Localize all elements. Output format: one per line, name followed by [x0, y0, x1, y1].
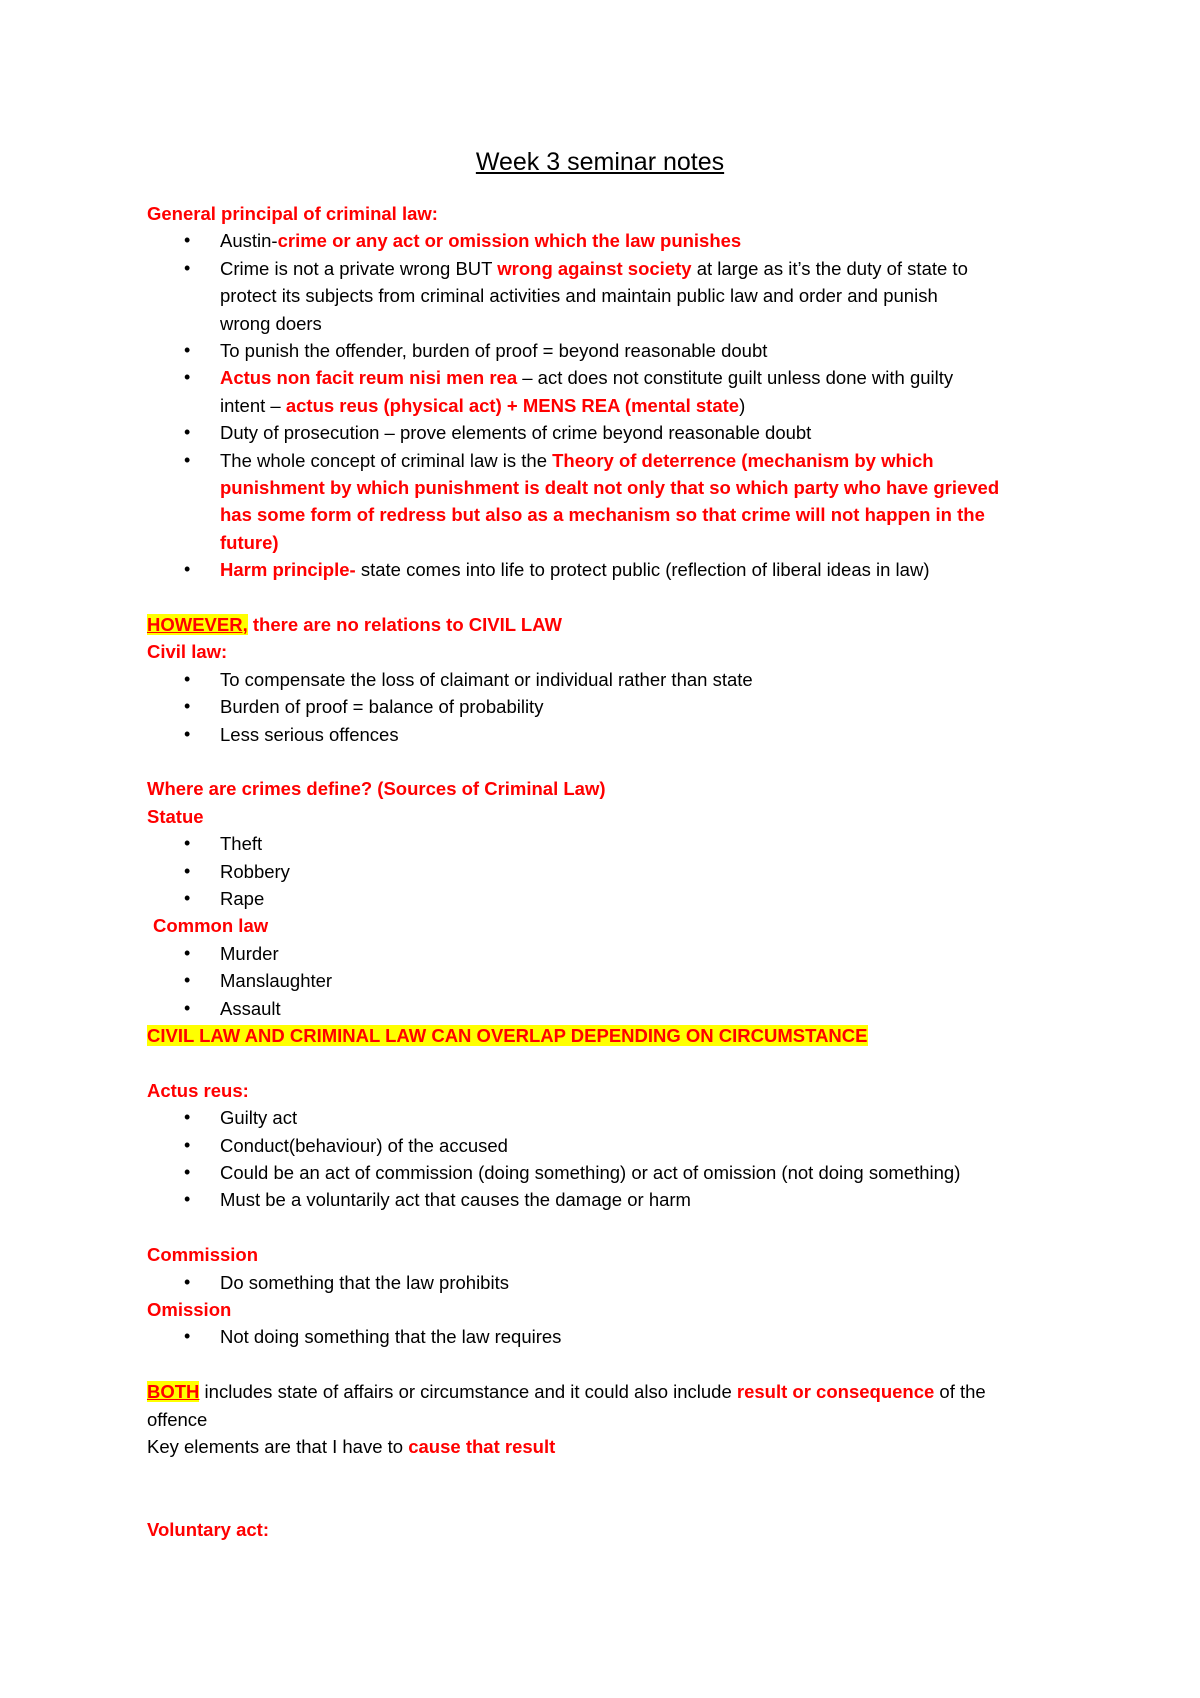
bullet-icon: •: [184, 1134, 191, 1155]
both-line: BOTH includes state of affairs or circumstance and it could also include result or consequence of the: [147, 1381, 986, 1403]
commission-list: [147, 1269, 1200, 1296]
spacer: [147, 1214, 1200, 1241]
list-item: • Austin-crime or any act or omission which the law punishes: [147, 227, 1200, 254]
list-item: • Could be an act of commission (doing something) or act of omission (not doing something): [147, 1159, 1200, 1186]
list-item-continuation: intent – actus reus (physical act) + MENS REA (mental state): [220, 394, 746, 416]
list-item: • Robbery: [147, 858, 1200, 885]
bullet-icon: •: [184, 1326, 191, 1347]
list-item: • Guilty act: [147, 1104, 1200, 1131]
list-item: • Murder: [147, 940, 1200, 967]
list-item-continuation: protect its subjects from criminal activities and maintain public law and order and punish: [220, 285, 938, 307]
page-title: Week 3 seminar notes: [475, 148, 725, 176]
bullet-icon: •: [184, 860, 191, 881]
spacer: [147, 584, 1200, 611]
list-item: • Burden of proof = balance of probability: [147, 693, 1200, 720]
actus-reus-list: [147, 1104, 1200, 1214]
list-item: • The whole concept of criminal law is the Theory of deterrence (mechanism by which: [147, 447, 1200, 474]
list-item: • Conduct(behaviour) of the accused: [147, 1132, 1200, 1159]
bullet-icon: •: [184, 340, 191, 361]
bullet-icon: •: [184, 449, 191, 470]
bullet-icon: •: [184, 1162, 191, 1183]
list-item: • Crime is not a private wrong BUT wrong against society at large as it’s the duty of state to: [147, 255, 1200, 282]
general-principal-list: [147, 227, 1200, 583]
list-item: • To compensate the loss of claimant or individual rather than state: [147, 666, 1200, 693]
subheading-statue: Statue: [147, 805, 204, 827]
bullet-icon: •: [184, 1189, 191, 1210]
list-item: • Do something that the law prohibits: [147, 1269, 1200, 1296]
section-heading-civil-law: Civil law:: [147, 641, 228, 663]
list-item-continuation: future): [220, 531, 279, 553]
bullet-icon: •: [184, 367, 191, 388]
bullet-icon: •: [184, 888, 191, 909]
however-line: HOWEVER, there are no relations to CIVIL LAW: [147, 614, 562, 636]
list-item: • Duty of prosecution – prove elements of crime beyond reasonable doubt: [147, 419, 1200, 446]
subheading-common-law: Common law: [153, 915, 269, 937]
section-heading-general-principal: General principal of criminal law:: [147, 203, 438, 224]
overlap-line: CIVIL LAW AND CRIMINAL LAW CAN OVERLAP DEPENDING ON CIRCUMSTANCE: [147, 1025, 868, 1047]
list-item: • Not doing something that the law requires: [147, 1323, 1200, 1350]
list-item: • Less serious offences: [147, 721, 1200, 748]
bullet-icon: •: [184, 833, 191, 854]
list-item: • Manslaughter: [147, 967, 1200, 994]
bullet-icon: •: [184, 696, 191, 717]
list-item: • Harm principle- state comes into life to protect public (reflection of liberal ideas in law): [147, 556, 1200, 583]
omission-list: [147, 1323, 1200, 1350]
bullet-icon: •: [184, 1107, 191, 1128]
key-elements-line: Key elements are that I have to cause that result: [147, 1436, 556, 1458]
list-item: • To punish the offender, burden of proof = beyond reasonable doubt: [147, 337, 1200, 364]
subheading-omission: Omission: [147, 1299, 232, 1321]
bullet-icon: •: [184, 1271, 191, 1292]
subheading-commission: Commission: [147, 1244, 259, 1266]
civil-law-list: [147, 666, 1200, 748]
list-item: • Must be a voluntarily act that causes the damage or harm: [147, 1186, 1200, 1213]
spacer: [147, 748, 1200, 775]
bullet-icon: •: [184, 997, 191, 1018]
bullet-icon: •: [184, 970, 191, 991]
section-heading-voluntary-act: Voluntary act:: [147, 1518, 269, 1540]
bullet-icon: •: [184, 668, 191, 689]
spacer: [147, 1049, 1200, 1076]
spacer: [147, 1488, 1200, 1516]
spacer: [147, 1351, 1200, 1378]
list-item: • Rape: [147, 885, 1200, 912]
bullet-icon: •: [184, 942, 191, 963]
bullet-icon: •: [184, 559, 191, 580]
statue-list: [147, 830, 1200, 912]
list-item-continuation: wrong doers: [220, 312, 322, 334]
list-item-continuation: punishment by which punishment is dealt not only that so which party who have grieved: [220, 477, 1000, 499]
spacer: [147, 1460, 1200, 1487]
both-line-continuation: offence: [147, 1408, 208, 1430]
bullet-icon: •: [184, 422, 191, 443]
bullet-icon: •: [184, 257, 191, 278]
bullet-icon: •: [184, 230, 191, 251]
list-item-continuation: has some form of redress but also as a mechanism so that crime will not happen in the: [220, 504, 985, 526]
bullet-icon: •: [184, 723, 191, 744]
common-law-list: [147, 940, 1200, 1022]
section-heading-actus-reus: Actus reus:: [147, 1079, 249, 1101]
list-item: • Actus non facit reum nisi men rea – act does not constitute guilt unless done with guilty: [147, 364, 1200, 391]
list-item: • Theft: [147, 830, 1200, 857]
section-heading-sources: Where are crimes define? (Sources of Criminal Law): [147, 778, 606, 800]
list-item: • Assault: [147, 995, 1200, 1022]
